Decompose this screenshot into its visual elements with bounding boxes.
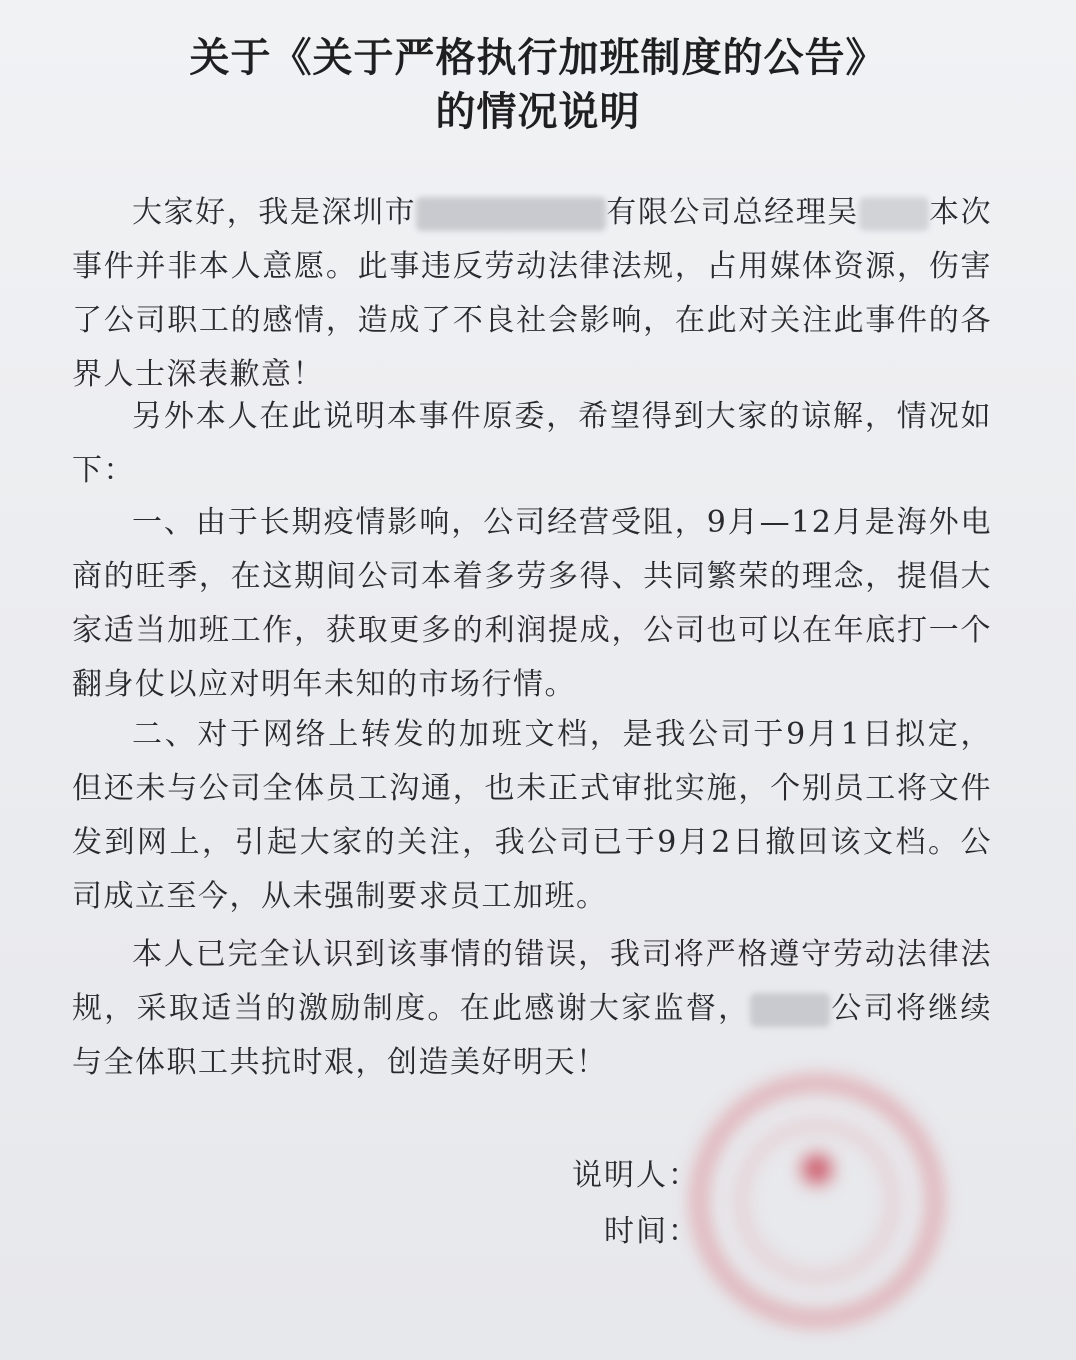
- signer-label: 说明人：: [572, 1158, 700, 1193]
- document-title-line-2: 的情况说明: [435, 89, 641, 135]
- document-title-line-1: 关于《关于严格执行加班制度的公告》: [189, 35, 887, 81]
- paragraph-closing: [72, 928, 992, 1090]
- paragraph-explanation-intro: 另外本人在此说明本事件原委，希望得到大家的谅解，情况如下：: [72, 399, 992, 488]
- redacted-company-name: [416, 197, 606, 231]
- redacted-person-name: [859, 197, 929, 231]
- paragraph-point-1: 一、由于长期疫情影响，公司经营受阻，9月—12月是海外电商的旺季，在这期间公司本着多劳多得、共同繁荣的理念，提倡大家适当加班工作，获取更多的利润提成，公司也可以在年底打一个翻身仗以应对明年未知的市场行情。: [72, 505, 992, 702]
- paragraph-apology-text-2: 有限公司总经理吴: [606, 195, 859, 230]
- paragraph-closing-text-1: 本人已完全认识到该事情的错误，我司将严格遵守劳动法律法规，采取适当的激励制度。在此感谢大家监督，: [72, 937, 992, 1026]
- paragraph-point-2: 二、对于网络上转发的加班文档，是我公司于9月1日拟定，但还未与公司全体员工沟通，也未正式审批实施，个别员工将文件发到网上，引起大家的关注，我公司已于9月2日撤回该文档。公司成立至今，从未强制要求员工加班。: [72, 717, 992, 914]
- paragraph-closing-text-2: 公司将继续与全体职工共抗时艰，创造美好明天！: [72, 991, 993, 1080]
- company-seal-stamp: [692, 1076, 942, 1326]
- paragraph-apology: [72, 186, 992, 402]
- date-label: 时间：: [604, 1214, 700, 1249]
- redacted-company-short-name: [750, 993, 830, 1027]
- seal-star-icon: [802, 1154, 832, 1184]
- paragraph-apology-text-1: 大家好，我是深圳市: [132, 195, 417, 230]
- paragraph-apology-text-3: 本次事件并非本人意愿。此事违反劳动法律法规，占用媒体资源，伤害了公司职工的感情，造成了不良社会影响，在此对关注此事件的各界人士深表歉意！: [72, 195, 993, 392]
- seal-inner-ring: [736, 1120, 898, 1282]
